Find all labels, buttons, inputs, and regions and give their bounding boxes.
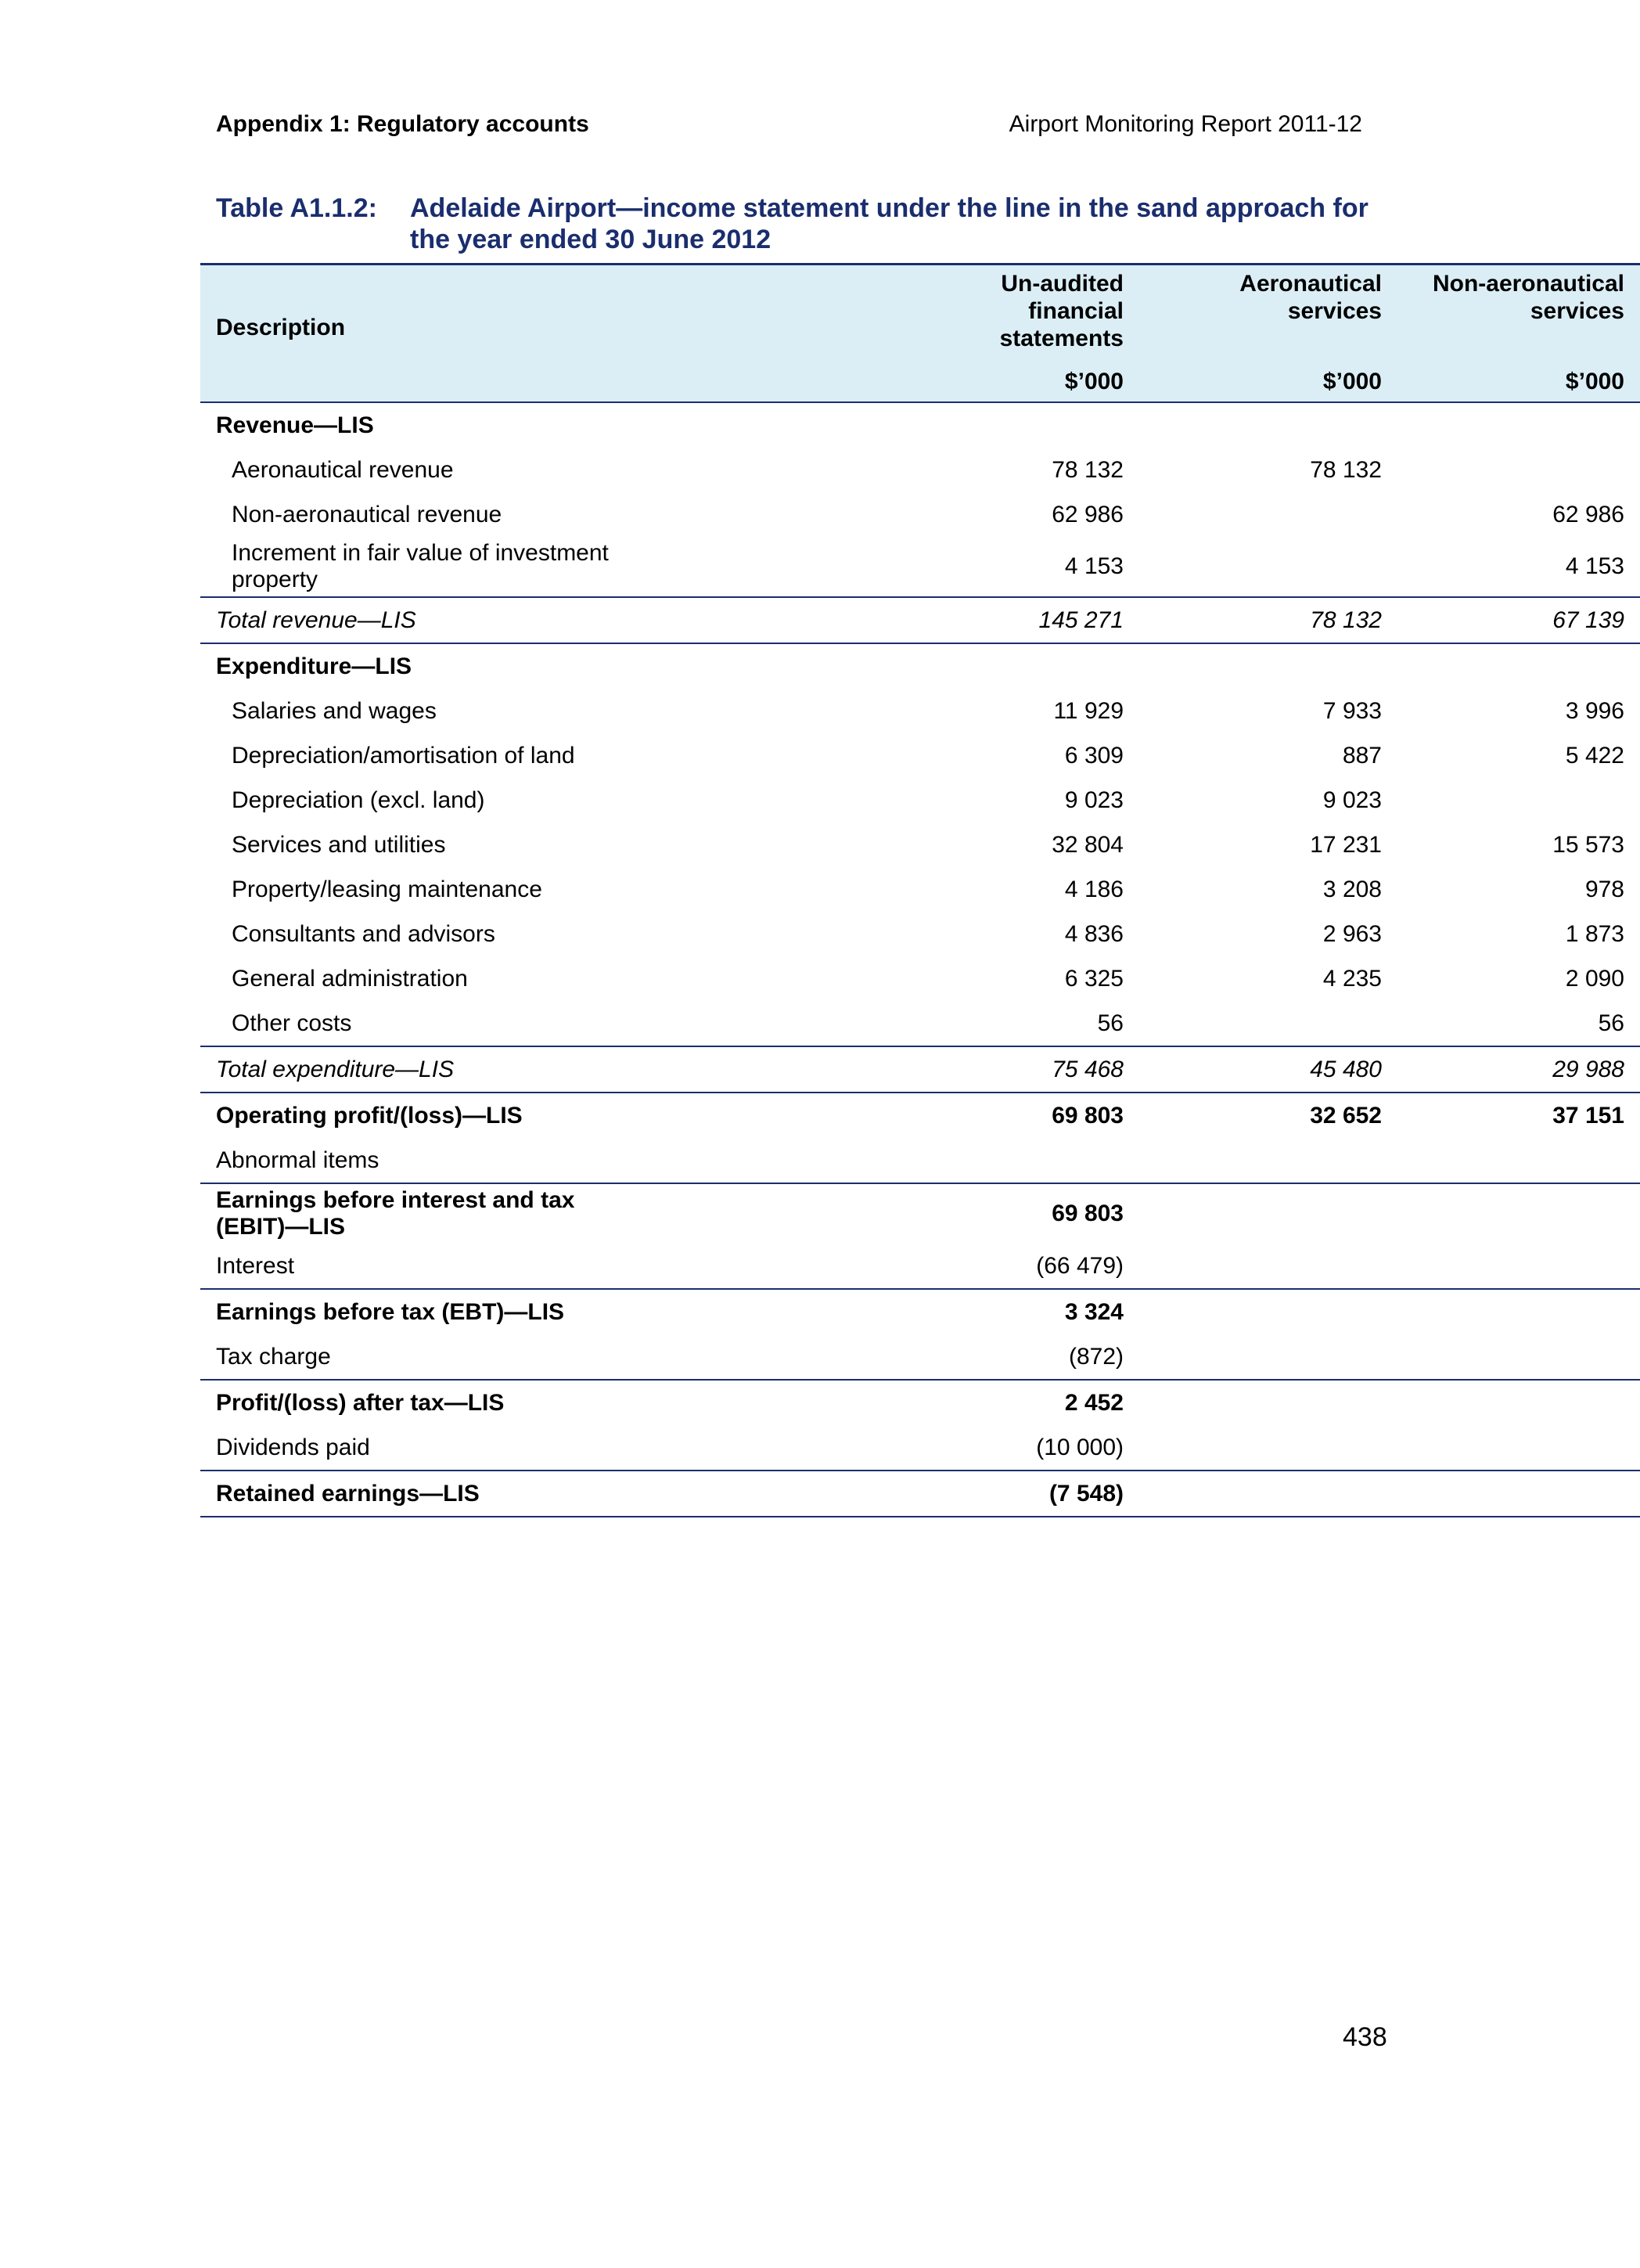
- page-header: [216, 111, 1362, 142]
- row-profit-after-tax: Profit/(loss) after tax—LIS 2 452: [216, 1389, 1124, 1416]
- col-header-unaudited: Un-audited financial statements: [654, 265, 1139, 353]
- row-abnormal-items: Abnormal items: [200, 1138, 1640, 1183]
- row-operating-profit: Operating profit/(loss)—LIS 69 803 32 652 37 151: [216, 1102, 1624, 1129]
- row-retained-earnings: Retained earnings—LIS (7 548): [200, 1471, 1640, 1517]
- row-depreciation-land: Depreciation/amortisation of land 6 309 887 5 422: [232, 742, 1624, 769]
- units-row: [200, 352, 1640, 402]
- row-salaries: Salaries and wages 11 929 7 933 3 996: [232, 697, 1624, 724]
- report-title: Airport Monitoring Report 2011-12: [1009, 111, 1362, 137]
- row-consultants: Consultants and advisors 4 836 2 963 1 873: [232, 920, 1624, 947]
- section-title: Appendix 1: Regulatory accounts: [216, 111, 589, 137]
- row-dividends-paid: Dividends paid (10 000): [200, 1425, 1640, 1471]
- table-title-line-1: Adelaide Airport—income statement under the line in the sand approach for: [410, 193, 1368, 223]
- row-property-leasing: Property/leasing maintenance 4 186 3 208 978: [232, 876, 1624, 902]
- row-interest: Interest (66 479): [200, 1244, 1640, 1289]
- row-expenditure-heading: Expenditure—LIS: [216, 653, 412, 679]
- table-title-line-2: the year ended 30 June 2012: [410, 225, 771, 254]
- row-total-expenditure: Total expenditure—LIS 75 468 45 480 29 988: [200, 1046, 1640, 1093]
- table-number: Table A1.1.2:: [216, 193, 377, 223]
- col-header-non-aeronautical: Non-aeronautical services: [1397, 265, 1640, 353]
- unit-non-aeronautical: $’000: [1397, 352, 1640, 402]
- income-statement-table: [200, 263, 1640, 1517]
- row-ebit: Earnings before interest and tax (EBIT)—LIS 69 803: [216, 1187, 1124, 1240]
- unit-aeronautical: $’000: [1139, 352, 1397, 402]
- header-row: [200, 265, 1640, 353]
- page-number: 438: [1343, 2022, 1387, 2052]
- row-aeronautical-revenue: Aeronautical revenue 78 132 78 132: [232, 456, 1382, 483]
- row-revenue-heading: Revenue—LIS: [216, 412, 374, 438]
- row-non-aeronautical-revenue: Non-aeronautical revenue 62 986 62 986: [232, 501, 1624, 527]
- row-general-administration: General administration 6 325 4 235 2 090: [232, 965, 1624, 992]
- row-services-utilities: Services and utilities 32 804 17 231 15 573: [232, 831, 1624, 858]
- row-ebt: Earnings before tax (EBT)—LIS 3 324: [216, 1298, 1124, 1325]
- unit-unaudited: $’000: [654, 352, 1139, 402]
- col-header-aeronautical: Aeronautical services: [1139, 265, 1397, 353]
- units-blank: [200, 352, 654, 402]
- row-increment-fair-value: Increment in fair value of investment property 4 153 4 153: [232, 540, 1624, 592]
- col-header-description: Description: [200, 265, 654, 353]
- row-depreciation-excl-land: Depreciation (excl. land) 9 023 9 023: [232, 787, 1382, 813]
- row-other-costs: Other costs 56 56: [232, 1010, 1624, 1036]
- row-total-revenue: Total revenue—LIS 145 271 78 132 67 139: [200, 597, 1640, 643]
- row-tax-charge: Tax charge (872): [200, 1334, 1640, 1380]
- table-title-text: [410, 193, 1631, 255]
